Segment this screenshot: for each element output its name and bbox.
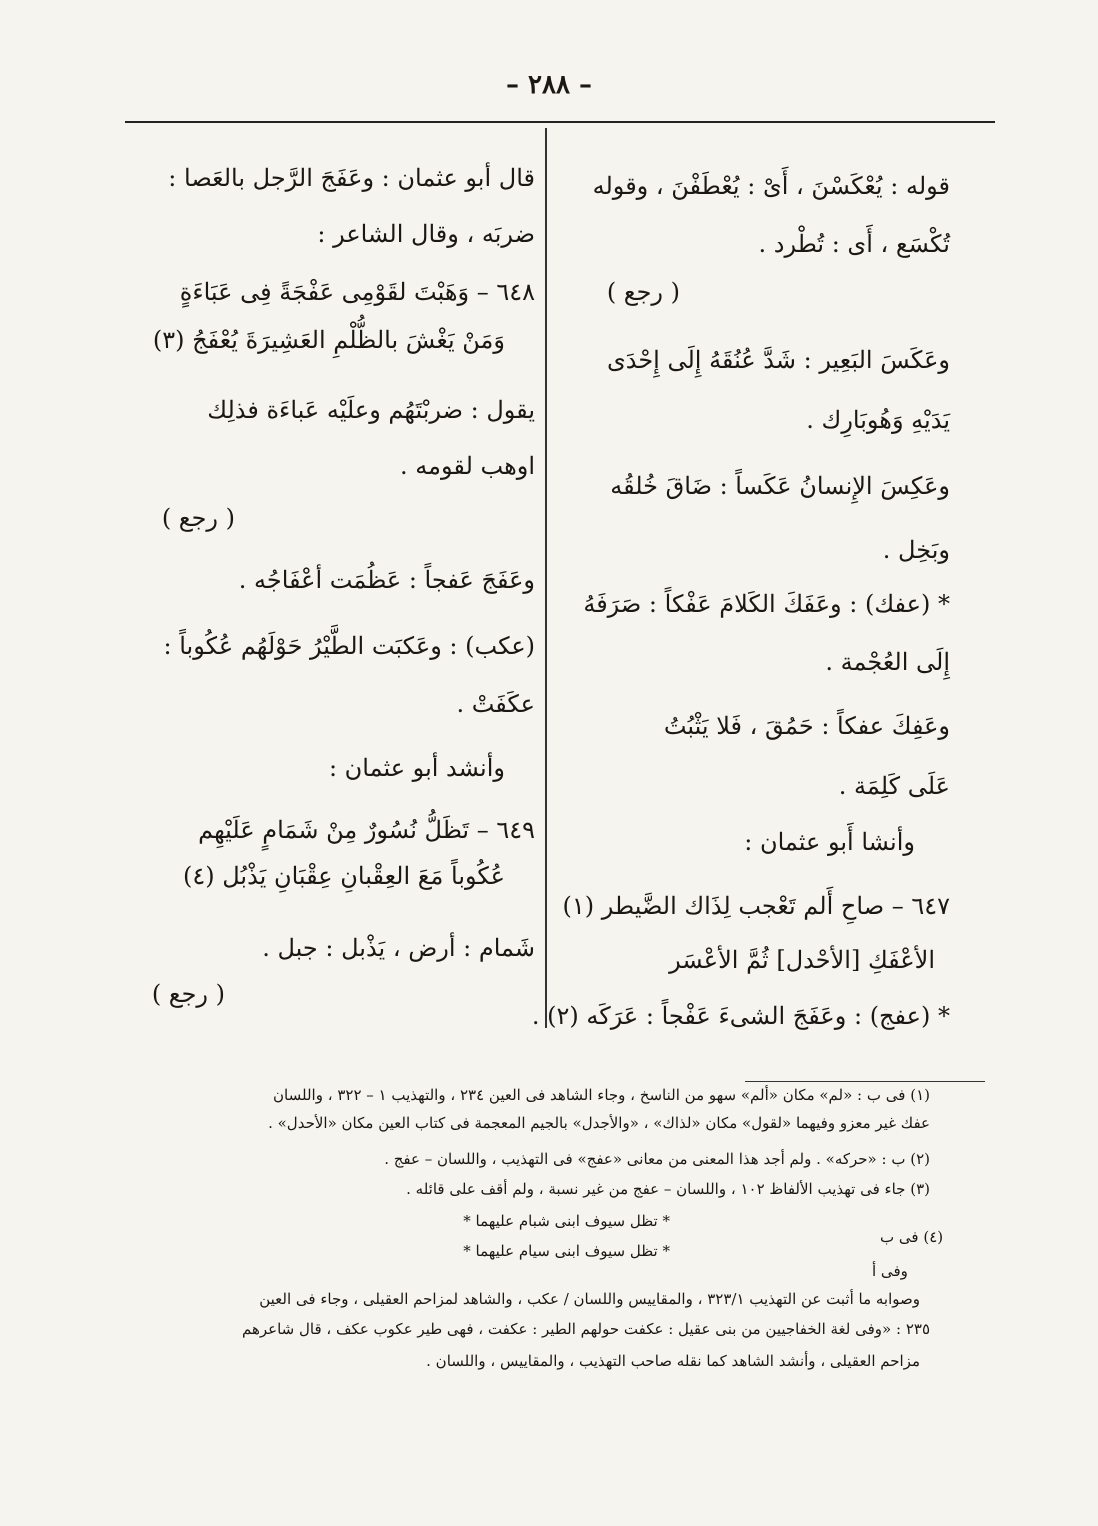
entry-heading: * (عفج) : وعَفَجَ الشىءَ عَفْجاً : عَرَكَه (٢) . — [531, 1002, 950, 1030]
text-line: وعَكَسَ البَعِير : شَدَّ عُنُقَهُ إِلَى إِحْدَى — [606, 346, 950, 374]
text-line: وأنشا أَبو عثمان : — [744, 828, 915, 856]
text-line: وعَكِسَ الإِنسانُ عَكَساً : ضَاقَ خُلقُه — [610, 472, 950, 500]
section-marker: ( رجع ) — [161, 504, 235, 532]
text-line: ضربَه ، وقال الشاعر : — [317, 220, 535, 248]
footnote-marker: (٤) فى ب — [880, 1228, 944, 1246]
section-marker: ( رجع ) — [151, 980, 225, 1008]
text-line: وأنشد أبو عثمان : — [328, 754, 505, 782]
footnote-line: (١) فى ب : «لم» مكان «ألم» سهو من الناسخ ، وجاء الشاهد فى العين ٢٣٤ ، والتهذيب ١ – ٣٢٢ ، واللسان — [273, 1086, 930, 1104]
verse-line: ٦٤٩ – تَظَلُّ نُسُورٌ مِنْ شَمَامٍ عَلَيْهِم — [198, 816, 535, 844]
text-line: قوله : يُعْكَسْنَ ، أَىْ : يُعْطَفْنَ ، وقوله — [592, 172, 950, 200]
text-line: يقول : ضربْتَهُم وعلَيْه عَباءَة فذلِك — [207, 396, 535, 424]
text-line: شَمام : أرض ، يَذْبل : جبل . — [262, 934, 535, 962]
entry-heading: (عكب) : وعَكبَت الطَّيْرُ حَوْلَهُم عُكُوباً : — [163, 632, 535, 660]
verse-line: عُكُوباً مَعَ العِقْبانِ عِقْبَانِ يَذْبُل (٤) — [182, 862, 505, 890]
verse-line: ٦٤٨ – وَهَبْتَ لقَوْمِى عَفْجَةً فِى عَبَاءَةٍ — [179, 278, 535, 306]
footnote-line: مزاحم العقيلى ، وأنشد الشاهد كما نقله صاحب التهذيب ، والمقاييس ، واللسان . — [426, 1352, 920, 1370]
text-line: يَدَيْهِ وَهُوبَارِك . — [806, 406, 950, 434]
text-line: عكَفَتْ . — [456, 690, 535, 718]
text-line: تُكْسَع ، أَى : تُطْرد . — [758, 230, 950, 258]
footnote-verse: * تظل سيوف ابنى شبام عليهما * — [463, 1212, 670, 1230]
verse-line: وَمَنْ يَغْشَ بالظُّلْمِ العَشِيرَةَ يُعْفَجُ (٣) — [152, 326, 505, 354]
footnote-line: ٢٣٥ : «وفى لغة الخفاجيين من بنى عقيل : عكفت حولهم الطير : عكفت ، فهى طير عكوب عكف ، قال شاعرهم — [241, 1320, 930, 1338]
text-line: إِلَى العُجْمة . — [825, 648, 950, 676]
footnote-line: (٢) ب : «حركه» . ولم أجد هذا المعنى من معانى «عفج» فى التهذيب ، واللسان – عفج . — [384, 1150, 930, 1168]
verse-line: ٦٤٧ – صاحِ أَلم تَعْجب لِذَاك الضَّيطر (١) — [562, 892, 950, 920]
header-rule — [125, 121, 995, 123]
text-line: عَلَى كَلِمَة . — [838, 772, 950, 800]
column-divider — [545, 128, 547, 1028]
text-line: وعَفِكَ عفكاً : حَمُقَ ، فَلا يَثْبُتُ — [663, 712, 950, 740]
text-line: قال أبو عثمان : وعَفَجَ الرَّجل بالعَصا : — [168, 164, 535, 192]
footnote-line: عفك غير معزو وفيهما «لقول» مكان «لذاك» ، «والأجدل» بالجيم المعجمة فى كتاب العين مكان «الأحدل» . — [268, 1114, 930, 1132]
text-line: وبَخِل . — [882, 536, 950, 564]
page-number: – ٢٨٨ – — [505, 70, 593, 100]
footnote-verse: * تظل سيوف ابنى سيام عليهما * — [463, 1242, 670, 1260]
footnote-rule — [745, 1081, 985, 1082]
footnote-marker: وفى أ — [872, 1262, 908, 1280]
entry-heading: * (عفك) : وعَفَكَ الكَلامَ عَفْكاً : صَرَفَهُ — [583, 590, 950, 618]
text-line: وعَفَجَ عَفجاً : عَظُمَت أعْفَاجُه . — [238, 566, 535, 594]
footnote-line: (٣) جاء فى تهذيب الألفاظ ١٠٢ ، واللسان – عفج من غير نسبة ، ولم أقف على قائله . — [406, 1180, 930, 1198]
text-line: اوهب لقومه . — [400, 452, 535, 480]
footnote-line: وصوابه ما أثبت عن التهذيب ٣٢٣/١ ، والمقاييس واللسان / عكب ، والشاهد لمزاحم العقيلى ، وجاء فى العين — [259, 1290, 920, 1308]
section-marker: ( رجع ) — [606, 278, 680, 306]
verse-line: الأعْفَكِ [الأحْدل] ثُمَّ الأعْسَر — [669, 946, 935, 974]
